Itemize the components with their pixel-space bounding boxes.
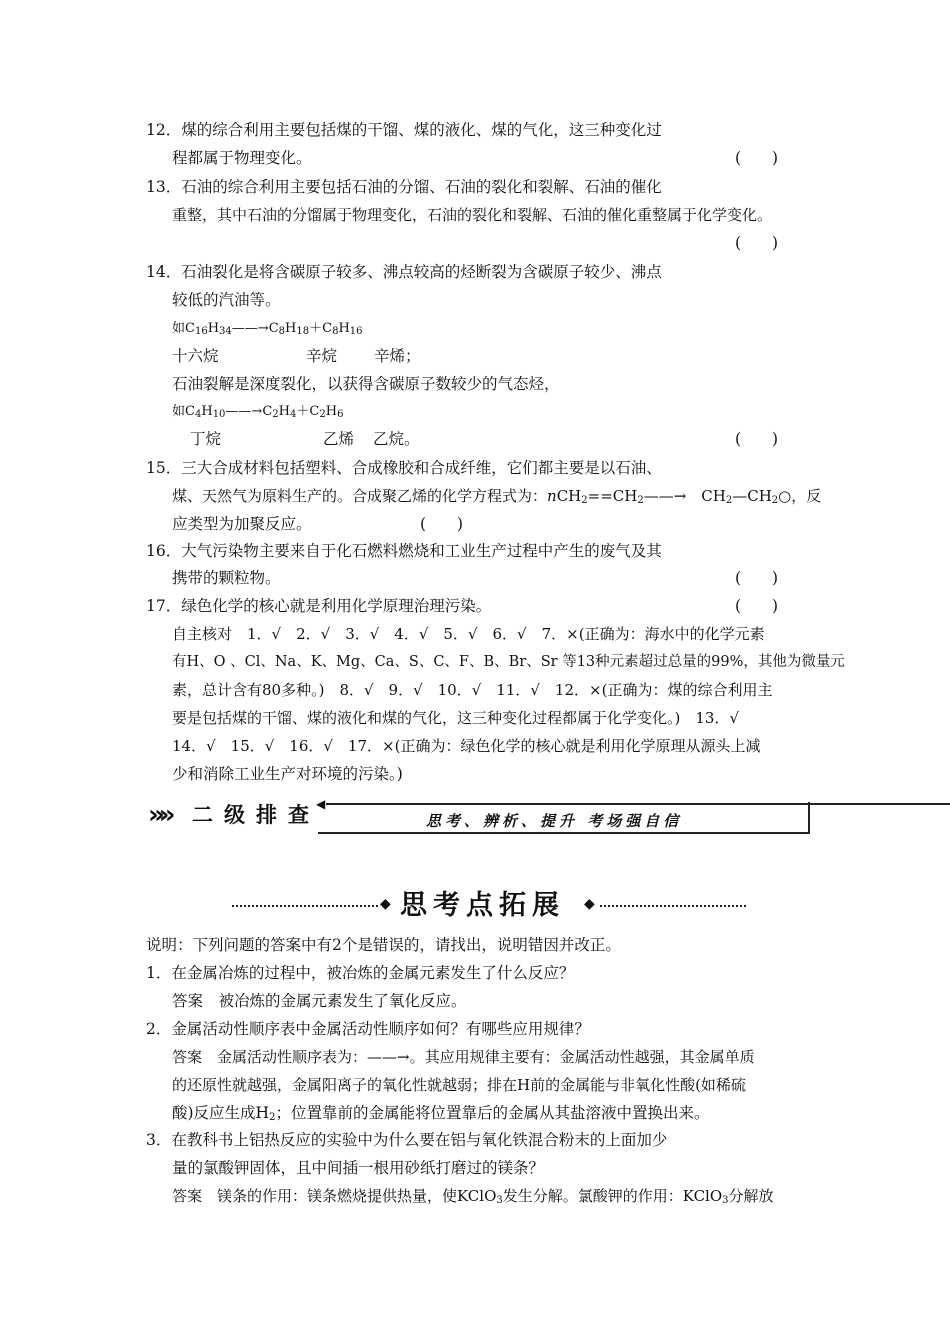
- intro-text: 说明：下列问题的答案中有2个是错误的，请找出，说明错因并改正。: [146, 936, 621, 954]
- banner-top-rule: [326, 803, 950, 805]
- q14-line2: 较低的汽油等。: [172, 291, 281, 309]
- q14-name-octene: 辛烯；: [374, 347, 421, 365]
- q15-answer-blank: ( ): [420, 515, 464, 533]
- p2-question: 2．金属活动性顺序表中金属活动性顺序如何？有哪些应用规律？: [146, 1020, 590, 1038]
- heading-dotted-rule-left: [232, 905, 378, 907]
- p2-answer-line1: 答案 金属活动性顺序表为：——→。其应用规律主要有：金属活动性越强，其金属单质: [172, 1048, 755, 1066]
- q14-name-ethane: 乙烷。: [373, 430, 420, 448]
- banner-title: 二级排查: [192, 803, 320, 827]
- p3-question-line2: 量的氯酸钾固体，且中间插一根用砂纸打磨过的镁条？: [172, 1159, 545, 1177]
- diamond-icon: ◆: [380, 896, 391, 912]
- section-banner: [148, 798, 814, 836]
- q14-equation1: 如$C_{16}H_{34}——\to C_8H_{18}+C_8H_{16}$: [172, 321, 363, 337]
- answers-line1: 自主核对 1．√ 2．√ 3．√ 4．√ 5．√ 6．√ 7．×(正确为：海水中的化学元素: [172, 625, 765, 643]
- q13-line1: 13．石油的综合利用主要包括石油的分馏、石油的裂化和裂解、石油的催化: [146, 178, 662, 196]
- section-heading: [232, 888, 752, 926]
- q13-line2: 重整，其中石油的分馏属于物理变化，石油的裂化和裂解、石油的催化重整属于化学变化。: [172, 206, 773, 224]
- p2-answer-line2: 的还原性就越强，金属阳离子的氧化性就越弱；排在H前的金属能与非氧化性酸(如稀硫: [172, 1076, 746, 1094]
- p1-answer: 答案 被冶炼的金属元素发生了氧化反应。: [172, 992, 467, 1010]
- q17-answer-blank: ( ): [735, 597, 779, 615]
- q12-line2: 程都属于物理变化。: [172, 149, 312, 167]
- q16-answer-blank: ( ): [735, 569, 779, 587]
- q14-name-butane: 丁烷: [190, 430, 222, 448]
- banner-end-rule: [808, 802, 810, 834]
- q14-line3: 石油裂解是深度裂化，以获得含碳原子数较少的气态烃，: [172, 375, 560, 393]
- q16-line2: 携带的颗粒物。: [172, 569, 281, 587]
- q15-line2: 煤、天然气为原料生产的。合成聚乙烯的化学方程式为：$nCH_2==CH_2——\to$ $CH_2—CH_2○$，反: [172, 487, 822, 506]
- heading-dotted-rule-right: [600, 905, 746, 907]
- answers-line4: 要是包括煤的干馏、煤的液化和煤的气化，这三种变化过程都属于化学变化。) 13．√: [172, 709, 740, 727]
- q15-line3: 应类型为加聚反应。: [172, 515, 312, 533]
- p2-answer-line3: 酸)反应生成$H_2$；位置靠前的金属能将位置靠后的金属从其盐溶液中置换出来。: [172, 1104, 710, 1123]
- p1-question: 1．在金属冶炼的过程中，被冶炼的金属元素发生了什么反应？: [146, 964, 575, 982]
- answers-line5: 14．√ 15．√ 16．√ 17．×(正确为：绿色化学的核心就是利用化学原理从源头上减: [172, 737, 761, 755]
- banner-bottom-rule: [318, 832, 810, 834]
- q16-line1: 16．大气污染物主要来自于化石燃料燃烧和工业生产过程中产生的废气及其: [146, 542, 662, 560]
- q14-name-octane: 辛烷: [306, 347, 338, 365]
- q14-line1: 14．石油裂化是将含碳原子较多、沸点较高的烃断裂为含碳原子较少、沸点: [146, 263, 662, 281]
- q12-answer-blank: ( ): [735, 149, 779, 167]
- q17-line1: 17．绿色化学的核心就是利用化学原理治理污染。: [146, 597, 492, 615]
- q13-answer-blank: ( ): [735, 234, 779, 252]
- p3-answer: 答案 镁条的作用：镁条燃烧提供热量，使KClO$_3$发生分解。氯酸钾的作用：KClO$_3$分解放: [172, 1187, 774, 1206]
- q14-name-hexadecane: 十六烷: [172, 347, 219, 365]
- q12-line1: 12．煤的综合利用主要包括煤的干馏、煤的液化、煤的气化，这三种变化过: [146, 121, 662, 139]
- answers-line2: 有H、O 、Cl、Na、K、Mg、Ca、S、C、F、B、Br、Sr 等13种元素超过总量的99%，其他为微量元: [172, 654, 845, 670]
- q15-line1: 15．三大合成材料包括塑料、合成橡胶和合成纤维，它们都主要是以石油、: [146, 459, 662, 477]
- answers-line3: 素，总计含有80多种。) 8．√ 9．√ 10．√ 11．√ 12．×(正确为：煤的综合利用主: [172, 681, 773, 699]
- q14-answer-blank: ( ): [735, 430, 779, 448]
- diamond-icon: ◆: [584, 896, 595, 912]
- banner-subtitle: 思考、辨析、提升 考场强自信: [426, 812, 683, 830]
- heading-title: 思考点拓展: [400, 890, 565, 921]
- answers-line6: 少和消除工业生产对环境的污染。): [172, 765, 403, 783]
- q14-equation2: 如$C_4H_{10}——\to C_2H_4+C_2H_6$: [172, 404, 344, 420]
- chevron-right-icon: »»: [148, 800, 170, 830]
- arrow-left-icon: ◀: [316, 797, 326, 811]
- p3-question-line1: 3．在教科书上铝热反应的实验中为什么要在铝与氧化铁混合粉末的上面加少: [146, 1131, 668, 1149]
- q14-name-ethylene: 乙烯: [323, 430, 355, 448]
